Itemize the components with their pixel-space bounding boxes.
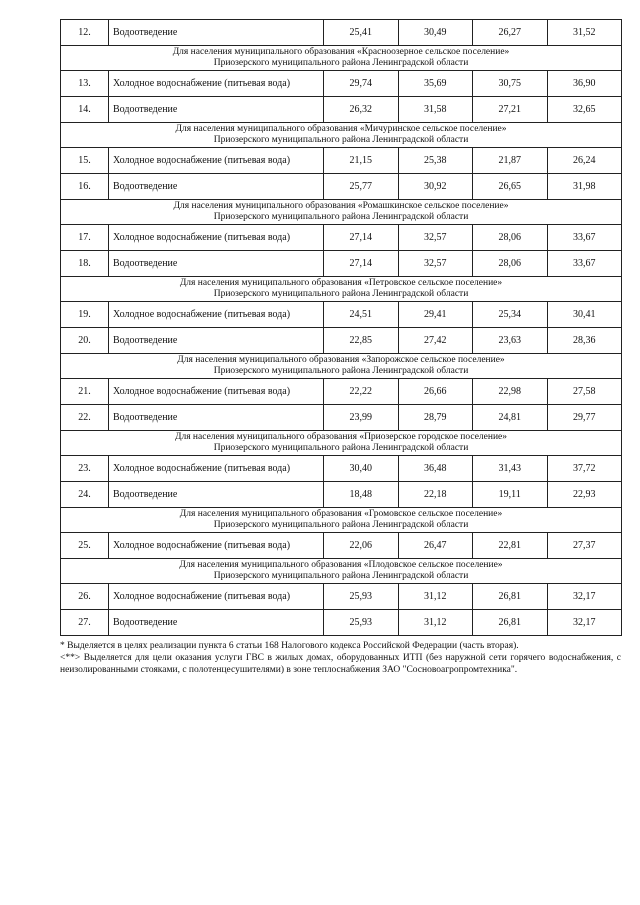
- section-header-cell: [61, 277, 622, 302]
- tariff-row: [61, 379, 622, 405]
- tariff-value: 27,37: [547, 533, 622, 559]
- tariff-value: 22,22: [324, 379, 399, 405]
- tariff-value: 25,93: [324, 610, 399, 636]
- tariff-table-body: [61, 20, 622, 636]
- tariff-value: 26,32: [324, 97, 399, 123]
- service-name: Водоотведение: [109, 610, 324, 636]
- tariff-value: 22,85: [324, 328, 399, 354]
- tariff-value: 26,27: [473, 20, 548, 46]
- section-header-cell: [61, 431, 622, 456]
- section-header-row: [61, 508, 622, 533]
- tariff-value: 35,69: [398, 71, 473, 97]
- tariff-value: 36,48: [398, 456, 473, 482]
- tariff-row: [61, 71, 622, 97]
- tariff-value: 24,51: [324, 302, 399, 328]
- tariff-value: 36,90: [547, 71, 622, 97]
- tariff-table: [60, 19, 622, 636]
- tariff-value: 32,65: [547, 97, 622, 123]
- tariff-value: 26,66: [398, 379, 473, 405]
- section-municipality-line: Для населения муниципального образования «Запорожское сельское поселение»: [177, 355, 505, 365]
- tariff-value: 26,81: [473, 610, 548, 636]
- row-number: 24.: [61, 482, 109, 508]
- row-number: 22.: [61, 405, 109, 431]
- tariff-value: 25,34: [473, 302, 548, 328]
- tariff-value: 25,77: [324, 174, 399, 200]
- row-number: 20.: [61, 328, 109, 354]
- tariff-value: 26,65: [473, 174, 548, 200]
- tariff-row: [61, 456, 622, 482]
- section-district-line: Приозерского муниципального района Ленинградской области: [213, 289, 469, 299]
- tariff-value: 18,48: [324, 482, 399, 508]
- tariff-value: 31,52: [547, 20, 622, 46]
- row-number: 25.: [61, 533, 109, 559]
- tariff-value: 31,12: [398, 610, 473, 636]
- section-district-line: Приозерского муниципального района Ленинградской области: [213, 571, 469, 581]
- section-district-line: Приозерского муниципального района Ленинградской области: [213, 520, 469, 530]
- section-header-row: [61, 123, 622, 148]
- tariff-value: 23,63: [473, 328, 548, 354]
- tariff-value: 30,41: [547, 302, 622, 328]
- tariff-value: 31,43: [473, 456, 548, 482]
- tariff-value: 30,49: [398, 20, 473, 46]
- service-name: Водоотведение: [109, 405, 324, 431]
- service-name: Холодное водоснабжение (питьевая вода): [109, 584, 324, 610]
- tariff-value: 29,41: [398, 302, 473, 328]
- service-name: Холодное водоснабжение (питьевая вода): [109, 379, 324, 405]
- tariff-value: 27,58: [547, 379, 622, 405]
- tariff-value: 25,93: [324, 584, 399, 610]
- tariff-value: 26,81: [473, 584, 548, 610]
- tariff-value: 26,24: [547, 148, 622, 174]
- tariff-value: 30,40: [324, 456, 399, 482]
- tariff-row: [61, 610, 622, 636]
- service-name: Холодное водоснабжение (питьевая вода): [109, 302, 324, 328]
- section-district-line: Приозерского муниципального района Ленинградской области: [213, 366, 469, 376]
- section-district-line: Приозерского муниципального района Ленинградской области: [213, 135, 469, 145]
- tariff-value: 31,12: [398, 584, 473, 610]
- tariff-row: [61, 97, 622, 123]
- tariff-row: [61, 251, 622, 277]
- section-municipality-line: Для населения муниципального образования «Петровское сельское поселение»: [179, 278, 503, 288]
- section-header-cell: [61, 559, 622, 584]
- tariff-value: 28,06: [473, 225, 548, 251]
- tariff-value: 19,11: [473, 482, 548, 508]
- service-name: Холодное водоснабжение (питьевая вода): [109, 71, 324, 97]
- tariff-value: 22,06: [324, 533, 399, 559]
- tariff-value: 25,38: [398, 148, 473, 174]
- tariff-row: [61, 533, 622, 559]
- row-number: 13.: [61, 71, 109, 97]
- tariff-row: [61, 405, 622, 431]
- service-name: Водоотведение: [109, 20, 324, 46]
- section-municipality-line: Для населения муниципального образования «Приозерское городское поселение»: [174, 432, 508, 442]
- tariff-value: 22,98: [473, 379, 548, 405]
- service-name: Водоотведение: [109, 174, 324, 200]
- service-name: Холодное водоснабжение (питьевая вода): [109, 225, 324, 251]
- tariff-value: 27,42: [398, 328, 473, 354]
- footnotes: [60, 640, 621, 676]
- tariff-value: 32,57: [398, 225, 473, 251]
- tariff-value: 24,81: [473, 405, 548, 431]
- tariff-value: 33,67: [547, 225, 622, 251]
- row-number: 19.: [61, 302, 109, 328]
- tariff-row: [61, 225, 622, 251]
- section-municipality-line: Для населения муниципального образования «Мичуринское сельское поселение»: [175, 124, 507, 134]
- section-header-row: [61, 431, 622, 456]
- service-name: Холодное водоснабжение (питьевая вода): [109, 533, 324, 559]
- tariff-value: 29,74: [324, 71, 399, 97]
- tariff-value: 32,57: [398, 251, 473, 277]
- tariff-row: [61, 482, 622, 508]
- tariff-value: 28,06: [473, 251, 548, 277]
- tariff-value: 28,36: [547, 328, 622, 354]
- section-municipality-line: Для населения муниципального образования «Плодовское сельское поселение»: [179, 560, 503, 570]
- tariff-value: 32,17: [547, 610, 622, 636]
- tariff-value: 32,17: [547, 584, 622, 610]
- section-district-line: Приозерского муниципального района Ленинградской области: [213, 443, 469, 453]
- tariff-row: [61, 302, 622, 328]
- tariff-value: 27,14: [324, 225, 399, 251]
- section-header-cell: [61, 200, 622, 225]
- tariff-value: 23,99: [324, 405, 399, 431]
- tariff-value: 37,72: [547, 456, 622, 482]
- section-header-cell: [61, 46, 622, 71]
- section-header-row: [61, 559, 622, 584]
- row-number: 18.: [61, 251, 109, 277]
- footnote-hot-water: <**> Выделяется для цели оказания услуги ГВС в жилых домах, оборудованных ИТП (без наружной сети горячего водоснабжения, с неизолированными стояками, с полотенцесушителями) в зоне теплоснабжения ЗАО "Сосновоагропромтехника".: [60, 653, 621, 675]
- footnote-vat: * Выделяется в целях реализации пункта 6 статьи 168 Налогового кодекса Российской Федерации (часть вторая).: [60, 641, 519, 651]
- service-name: Холодное водоснабжение (питьевая вода): [109, 148, 324, 174]
- tariff-value: 30,75: [473, 71, 548, 97]
- tariff-value: 21,87: [473, 148, 548, 174]
- section-header-row: [61, 46, 622, 71]
- section-municipality-line: Для населения муниципального образования «Ромашкинское сельское поселение»: [173, 201, 509, 211]
- section-header-row: [61, 277, 622, 302]
- tariff-value: 31,98: [547, 174, 622, 200]
- section-municipality-line: Для населения муниципального образования «Красноозерное сельское поселение»: [172, 47, 510, 57]
- service-name: Холодное водоснабжение (питьевая вода): [109, 456, 324, 482]
- tariff-value: 22,18: [398, 482, 473, 508]
- section-header-row: [61, 354, 622, 379]
- tariff-value: 31,58: [398, 97, 473, 123]
- tariff-value: 26,47: [398, 533, 473, 559]
- tariff-value: 33,67: [547, 251, 622, 277]
- tariff-row: [61, 148, 622, 174]
- tariff-row: [61, 174, 622, 200]
- row-number: 15.: [61, 148, 109, 174]
- section-municipality-line: Для населения муниципального образования «Громовское сельское поселение»: [179, 509, 503, 519]
- section-header-cell: [61, 508, 622, 533]
- tariff-value: 27,21: [473, 97, 548, 123]
- row-number: 27.: [61, 610, 109, 636]
- tariff-value: 22,93: [547, 482, 622, 508]
- tariff-value: 28,79: [398, 405, 473, 431]
- section-header-row: [61, 200, 622, 225]
- tariff-row: [61, 328, 622, 354]
- tariff-value: 25,41: [324, 20, 399, 46]
- tariff-value: 29,77: [547, 405, 622, 431]
- row-number: 17.: [61, 225, 109, 251]
- section-district-line: Приозерского муниципального района Ленинградской области: [213, 212, 469, 222]
- section-district-line: Приозерского муниципального района Ленинградской области: [213, 58, 469, 68]
- tariff-value: 22,81: [473, 533, 548, 559]
- service-name: Водоотведение: [109, 251, 324, 277]
- row-number: 12.: [61, 20, 109, 46]
- service-name: Водоотведение: [109, 97, 324, 123]
- row-number: 26.: [61, 584, 109, 610]
- row-number: 23.: [61, 456, 109, 482]
- tariff-value: 27,14: [324, 251, 399, 277]
- section-header-cell: [61, 123, 622, 148]
- row-number: 14.: [61, 97, 109, 123]
- tariff-value: 30,92: [398, 174, 473, 200]
- section-header-cell: [61, 354, 622, 379]
- service-name: Водоотведение: [109, 482, 324, 508]
- tariff-row: [61, 584, 622, 610]
- service-name: Водоотведение: [109, 328, 324, 354]
- tariff-row: [61, 20, 622, 46]
- row-number: 21.: [61, 379, 109, 405]
- row-number: 16.: [61, 174, 109, 200]
- tariff-value: 21,15: [324, 148, 399, 174]
